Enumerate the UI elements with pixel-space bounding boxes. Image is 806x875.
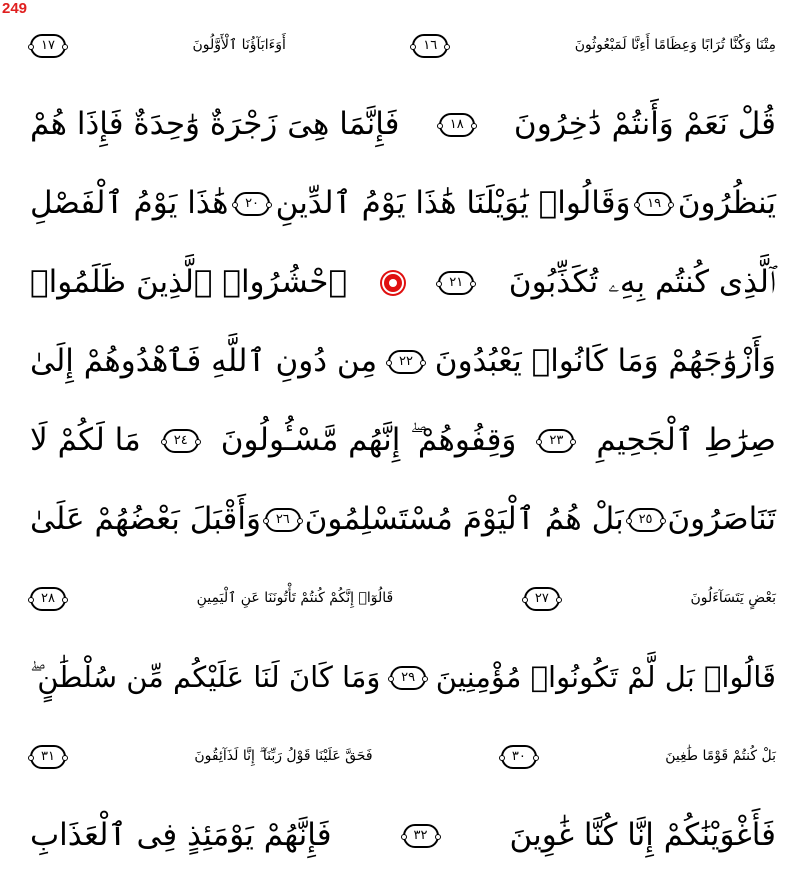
- ayah-end-marker-icon: ٢٧: [524, 587, 560, 611]
- ayah-end-marker-icon: ١٩: [636, 192, 672, 216]
- hizb-marker-icon: [382, 272, 404, 294]
- text-line: [30, 243, 776, 322]
- ayah-end-marker-icon: ٢٨: [30, 587, 66, 611]
- ayah-end-marker-icon: ٢٦: [265, 508, 301, 532]
- text-line: [30, 401, 776, 480]
- ayah-end-marker-icon: ٣٠: [501, 745, 537, 769]
- text-line: [30, 164, 776, 243]
- verse-text: فَإِنَّهُمْ يَوْمَئِذٍ فِى ٱلْعَذَابِ: [30, 817, 332, 853]
- ayah-end-marker-icon: ٢٤: [163, 429, 199, 453]
- verse-text: بَعْضٍ يَتَسَآءَلُونَ: [690, 590, 776, 606]
- verse-text: بَلْ كُنتُمْ قَوْمًا طَٰغِينَ: [665, 748, 776, 764]
- text-line: [30, 796, 776, 875]
- text-line: [30, 638, 776, 717]
- ayah-end-marker-icon: ٢٠: [234, 192, 270, 216]
- verse-text: بَلْ هُمُ ٱلْيَوْمَ مُسْتَسْلِمُونَ: [304, 501, 624, 537]
- verse-text: مِن دُونِ ٱللَّهِ فَٱهْدُوهُمْ إِلَىٰ: [30, 343, 378, 379]
- ayah-end-marker-icon: ٣١: [30, 745, 66, 769]
- verse-text: فَحَقَّ عَلَيْنَا قَوْلُ رَبِّنَآ ۖ إِنَّا لَذَآئِقُونَ: [194, 748, 373, 764]
- verse-text: مَا لَكُمْ لَا: [30, 422, 141, 458]
- text-line: [30, 480, 776, 559]
- verse-text: صِرَٰطِ ٱلْجَحِيمِ: [596, 422, 776, 458]
- verse-text: وَمَا كَانَ لَنَا عَلَيْكُم مِّن سُلْطَٰنٍ ۖ: [30, 660, 381, 694]
- mushaf-page-text: [30, 6, 776, 875]
- ayah-end-marker-icon: ٣٢: [403, 824, 439, 848]
- verse-text: ٱحْشُرُوا۟ ٱلَّذِينَ ظَلَمُوا۟: [30, 264, 348, 300]
- verse-text: مِتْنَا وَكُنَّا تُرَابًا وَعِظَامًا أَءِنَّا لَمَبْعُوثُونَ: [574, 37, 776, 53]
- verse-text: يَنظُرُونَ: [677, 185, 776, 221]
- verse-text: فَأَغْوَيْنَٰكُمْ إِنَّا كُنَّا غَٰوِينَ: [509, 817, 776, 853]
- verse-text: قُلْ نَعَمْ وَأَنتُمْ دَٰخِرُونَ: [513, 106, 776, 142]
- ayah-end-marker-icon: ٢٣: [538, 429, 574, 453]
- text-line: [30, 717, 776, 796]
- verse-text: وَأَزْوَٰجَهُمْ وَمَا كَانُوا۟ يَعْبُدُونَ: [434, 343, 776, 379]
- text-line: [30, 6, 776, 85]
- verse-text: هَٰذَا يَوْمُ ٱلْفَصْلِ: [30, 185, 229, 221]
- verse-text: وَقَالُوا۟ يَٰوَيْلَنَا هَٰذَا يَوْمُ ٱلدِّينِ: [275, 185, 631, 221]
- ayah-end-marker-icon: ١٧: [30, 34, 66, 58]
- verse-text: تَنَاصَرُونَ: [667, 501, 776, 537]
- verse-text: ٱلَّذِى كُنتُم بِهِۦ تُكَذِّبُونَ: [508, 264, 776, 300]
- ayah-end-marker-icon: ١٨: [439, 113, 475, 137]
- verse-text: قَالُوٓا۟ إِنَّكُمْ كُنتُمْ تَأْتُونَنَا عَنِ ٱلْيَمِينِ: [196, 590, 394, 606]
- verse-text: وَأَقْبَلَ بَعْضُهُمْ عَلَىٰ: [30, 501, 261, 537]
- verse-text: فَإِنَّمَا هِىَ زَجْرَةٌ وَٰحِدَةٌ فَإِذَا هُمْ: [30, 106, 400, 142]
- text-line: [30, 322, 776, 401]
- ayah-end-marker-icon: ٢٢: [388, 350, 424, 374]
- verse-text: أَوَءَابَآؤُنَا ٱلْأَوَّلُونَ: [192, 37, 286, 53]
- verse-text: وَقِفُوهُمْ ۖ إِنَّهُم مَّسْـُٔولُونَ: [220, 422, 517, 458]
- ayah-end-marker-icon: ٢٥: [628, 508, 664, 532]
- ayah-end-marker-icon: ١٦: [412, 34, 448, 58]
- verse-text: قَالُوا۟ بَل لَّمْ تَكُونُوا۟ مُؤْمِنِينَ: [435, 660, 776, 694]
- page-number: 249: [2, 0, 28, 17]
- ayah-end-marker-icon: ٢١: [438, 271, 474, 295]
- text-line: [30, 85, 776, 164]
- text-line: [30, 559, 776, 638]
- ayah-end-marker-icon: ٢٩: [390, 666, 426, 690]
